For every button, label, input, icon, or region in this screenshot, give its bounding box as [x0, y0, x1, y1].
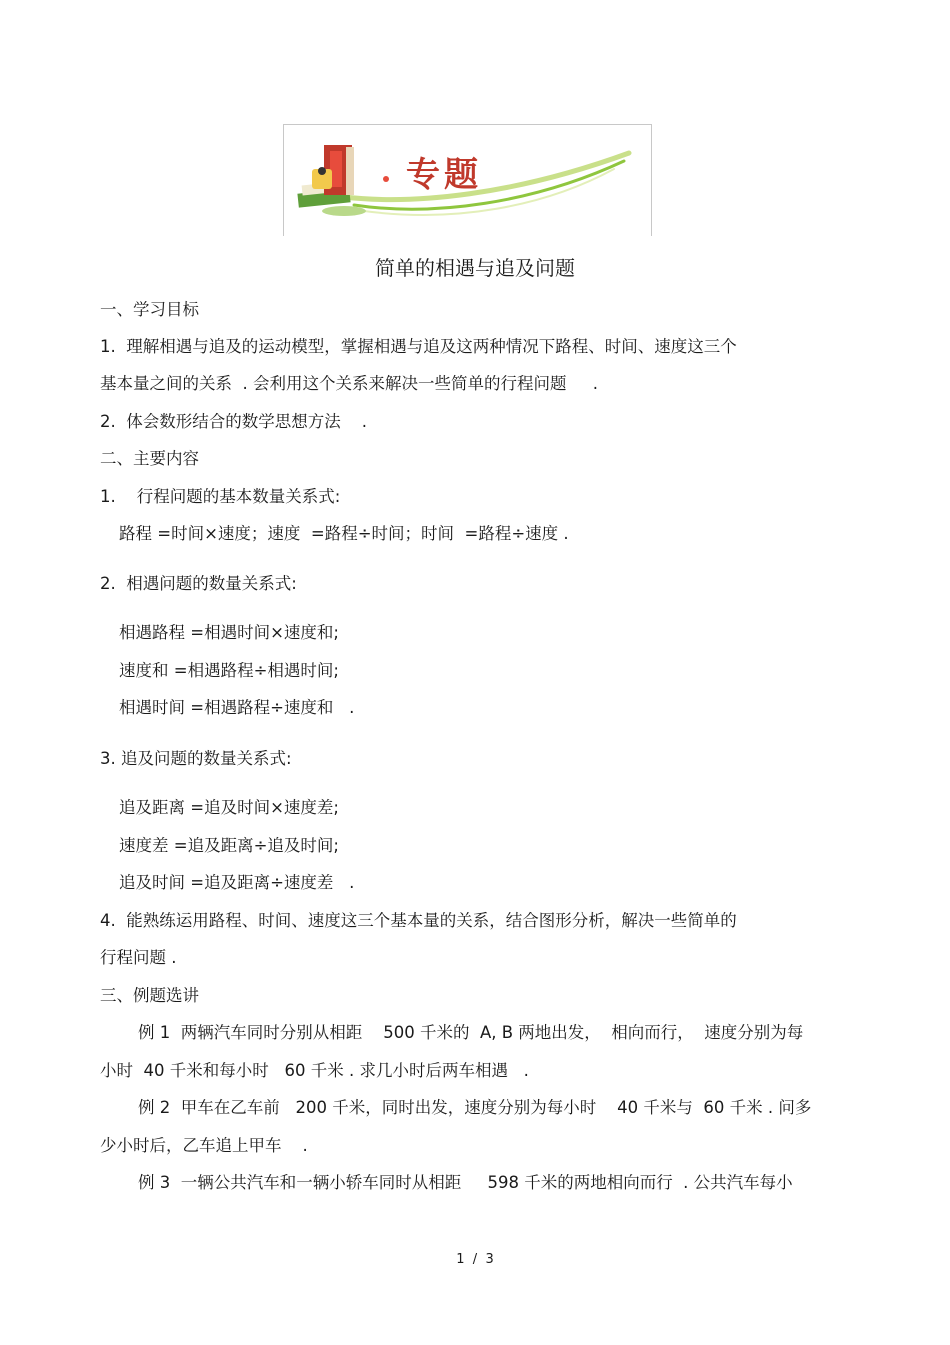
content-1-heading: 1. 行程问题的基本数量关系式:	[100, 487, 341, 506]
content-4-line-1: 4. 能熟练运用路程、时间、速度这三个基本量的关系，结合图形分析，解决一些简单的	[100, 911, 737, 930]
goal-1-line-2: 基本量之间的关系 . 会利用这个关系来解决一些简单的行程问题 .	[100, 374, 598, 393]
content-4-line-2: 行程问题 .	[100, 948, 177, 967]
page-title: 简单的相遇与追及问题	[375, 256, 575, 280]
example-1-line-2: 小时 40 千米和每小时 60 千米 . 求几小时后两车相遇 .	[100, 1061, 529, 1080]
example-1-line-1: 例 1 两辆汽车同时分别从相距 500 千米的 A, B 两地出发， 相向而行， 速度分别为每	[138, 1023, 804, 1042]
content-2-heading: 2. 相遇问题的数量关系式:	[100, 574, 297, 593]
meeting-formula-1: 相遇路程 =相遇时间×速度和;	[119, 623, 339, 642]
example-2-line-1: 例 2 甲车在乙车前 200 千米，同时出发，速度分别为每小时 40 千米与 60 千米 . 问多	[138, 1098, 812, 1117]
banner-text: 专题	[406, 155, 482, 195]
goal-2: 2. 体会数形结合的数学思想方法 .	[100, 412, 367, 431]
page-number: 1 / 3	[456, 1252, 494, 1267]
section-heading-content: 二、主要内容	[100, 449, 199, 468]
example-3-line-1: 例 3 一辆公共汽车和一辆小轿车同时从相距 598 千米的两地相向而行 . 公共汽车每小	[138, 1173, 793, 1192]
topic-banner	[283, 124, 652, 236]
chase-formula-2: 速度差 =追及距离÷追及时间;	[119, 836, 339, 855]
chase-formula-1: 追及距离 =追及时间×速度差;	[119, 798, 339, 817]
content-3-heading: 3. 追及问题的数量关系式:	[100, 749, 292, 768]
meeting-formula-2: 速度和 =相遇路程÷相遇时间;	[119, 661, 339, 680]
meeting-formula-3: 相遇时间 =相遇路程÷速度和 .	[119, 698, 355, 717]
content-1-formula: 路程 =时间×速度；速度 =路程÷时间；时间 =路程÷速度 .	[119, 524, 569, 543]
example-2-line-2: 少小时后，乙车追上甲车 .	[100, 1136, 308, 1155]
section-heading-goals: 一、学习目标	[100, 300, 199, 319]
chase-formula-3: 追及时间 =追及距离÷速度差 .	[119, 873, 355, 892]
section-heading-examples: 三、例题选讲	[100, 986, 199, 1005]
goal-1-line-1: 1. 理解相遇与追及的运动模型，掌握相遇与追及这两种情况下路程、时间、速度这三个	[100, 337, 737, 356]
